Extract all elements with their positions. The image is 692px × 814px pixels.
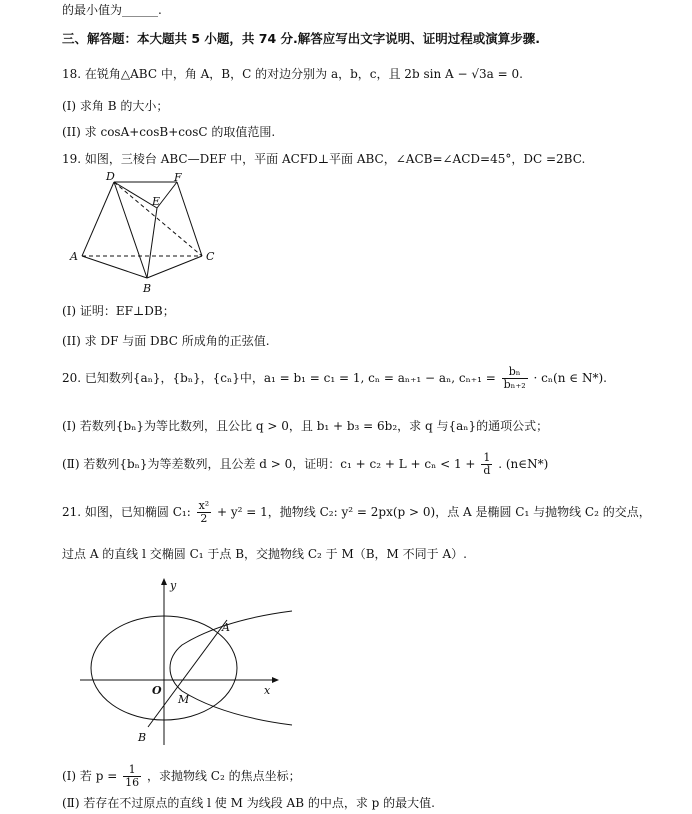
label-A: A [222, 621, 230, 634]
label-B: B [143, 282, 152, 295]
q18-stem-text: 18. 在锐角△ABC 中，角 A，B，C 的对边分别为 a，b，c，且 2b sin A − [62, 67, 472, 81]
q21-p1-frac-den: 16 [125, 776, 140, 789]
q20-stem [62, 366, 607, 391]
label-E: E [152, 195, 161, 208]
x-axis-arrow [272, 677, 279, 683]
q20-frac-num: bₙ [502, 366, 528, 379]
label-O: O [152, 684, 162, 697]
q21-stem-tail: + y² = 1，抛物线 C₂: y² = 2px(p > 0)，点 A 是椭圆 C₁ 与抛物线 C₂ 的交点， [217, 505, 651, 519]
q20-stem-tail: · cₙ(n ∈ N*). [533, 371, 607, 385]
q20-frac-den: bₙ₊₂ [503, 378, 526, 391]
q21-stem-text: 21. 如图，已知椭圆 C₁: [62, 505, 191, 519]
label-C: C [206, 250, 215, 263]
edge-DA [82, 182, 114, 256]
label-A: A [70, 250, 78, 263]
q19-stem: 19. 如图，三棱台 ABC—DEF 中，平面 ACFD⊥平面 ABC，∠ACB=∠ACD=45°，DC =2BC. [62, 152, 586, 166]
q21-part1-text: (Ⅰ) 若 p = [62, 769, 118, 783]
section-title: 三、解答题：本大题共 5 小题，共 74 分.解答应写出文字说明、证明过程或演算步骤. [62, 31, 540, 46]
q20-part2-tail: . (n∈N*) [498, 457, 549, 471]
q21-stem-2: 过点 A 的直线 l 交椭圆 C₁ 于点 B，交抛物线 C₂ 于 M（B，M 不同于 A）. [62, 547, 467, 561]
q21-stem [62, 500, 651, 525]
q18-part2: (II) 求 cosA+cosB+cosC 的取值范围. [62, 125, 276, 139]
q20-fraction [502, 366, 528, 391]
label-B: B [138, 731, 147, 744]
label-y: y [170, 579, 177, 592]
q21-frac-num: x² [198, 499, 210, 512]
q21-fraction [197, 500, 212, 525]
label-M: M [178, 693, 190, 706]
q21-part1-tail: ，求抛物线 C₂ 的焦点坐标； [146, 769, 301, 783]
q20-part2-fraction [481, 452, 492, 477]
edge-DE [114, 182, 157, 208]
q20-stem-text: 20. 已知数列{aₙ}，{bₙ}，{cₙ}中，a₁ = b₁ = c₁ = 1, cₙ = aₙ₊₁ − aₙ, cₙ₊₁ = [62, 371, 496, 385]
q18-part1: (I) 求角 B 的大小； [62, 99, 169, 113]
q20-part1: (Ⅰ) 若数列{bₙ}为等比数列，且公比 q > 0，且 b₁ + b₃ = 6b₂，求 q 与{aₙ}的通项公式； [62, 419, 549, 433]
q21-part1 [62, 764, 301, 789]
ellipse-parabola-figure [72, 575, 302, 755]
label-D: D [106, 170, 115, 183]
q21-part1-fraction [123, 764, 141, 789]
q21-part2: (Ⅱ) 若存在不过原点的直线 l 使 M 为线段 AB 的中点，求 p 的最大值. [62, 796, 435, 810]
prism-frustum-figure [62, 170, 232, 300]
q20-p2-frac-num: 1 [481, 452, 492, 465]
q21-frac-den: 2 [200, 512, 208, 525]
previous-question-tail: 的最小值为______. [62, 3, 162, 17]
q18-stem-tail: √3a = 0. [471, 67, 523, 81]
line-l [148, 620, 227, 727]
edge-AB [82, 256, 147, 278]
q19-part2: (II) 求 DF 与面 DBC 所成角的正弦值. [62, 334, 270, 348]
q20-part2-text: (Ⅱ) 若数列{bₙ}为等差数列，且公差 d > 0，证明：c₁ + c₂ + L + cₙ < 1 + [62, 457, 476, 471]
q20-part2 [62, 452, 548, 477]
label-F: F [174, 171, 182, 184]
edge-BC [147, 256, 202, 278]
parabola-C2 [170, 611, 292, 725]
q20-p2-frac-den: d [483, 464, 491, 477]
label-x: x [264, 684, 271, 697]
edge-EB [147, 208, 157, 278]
q19-part1: (I) 证明：EF⊥DB； [62, 304, 175, 318]
y-axis-arrow [161, 578, 167, 585]
q21-p1-frac-num: 1 [123, 764, 141, 777]
q18-stem [62, 66, 523, 82]
